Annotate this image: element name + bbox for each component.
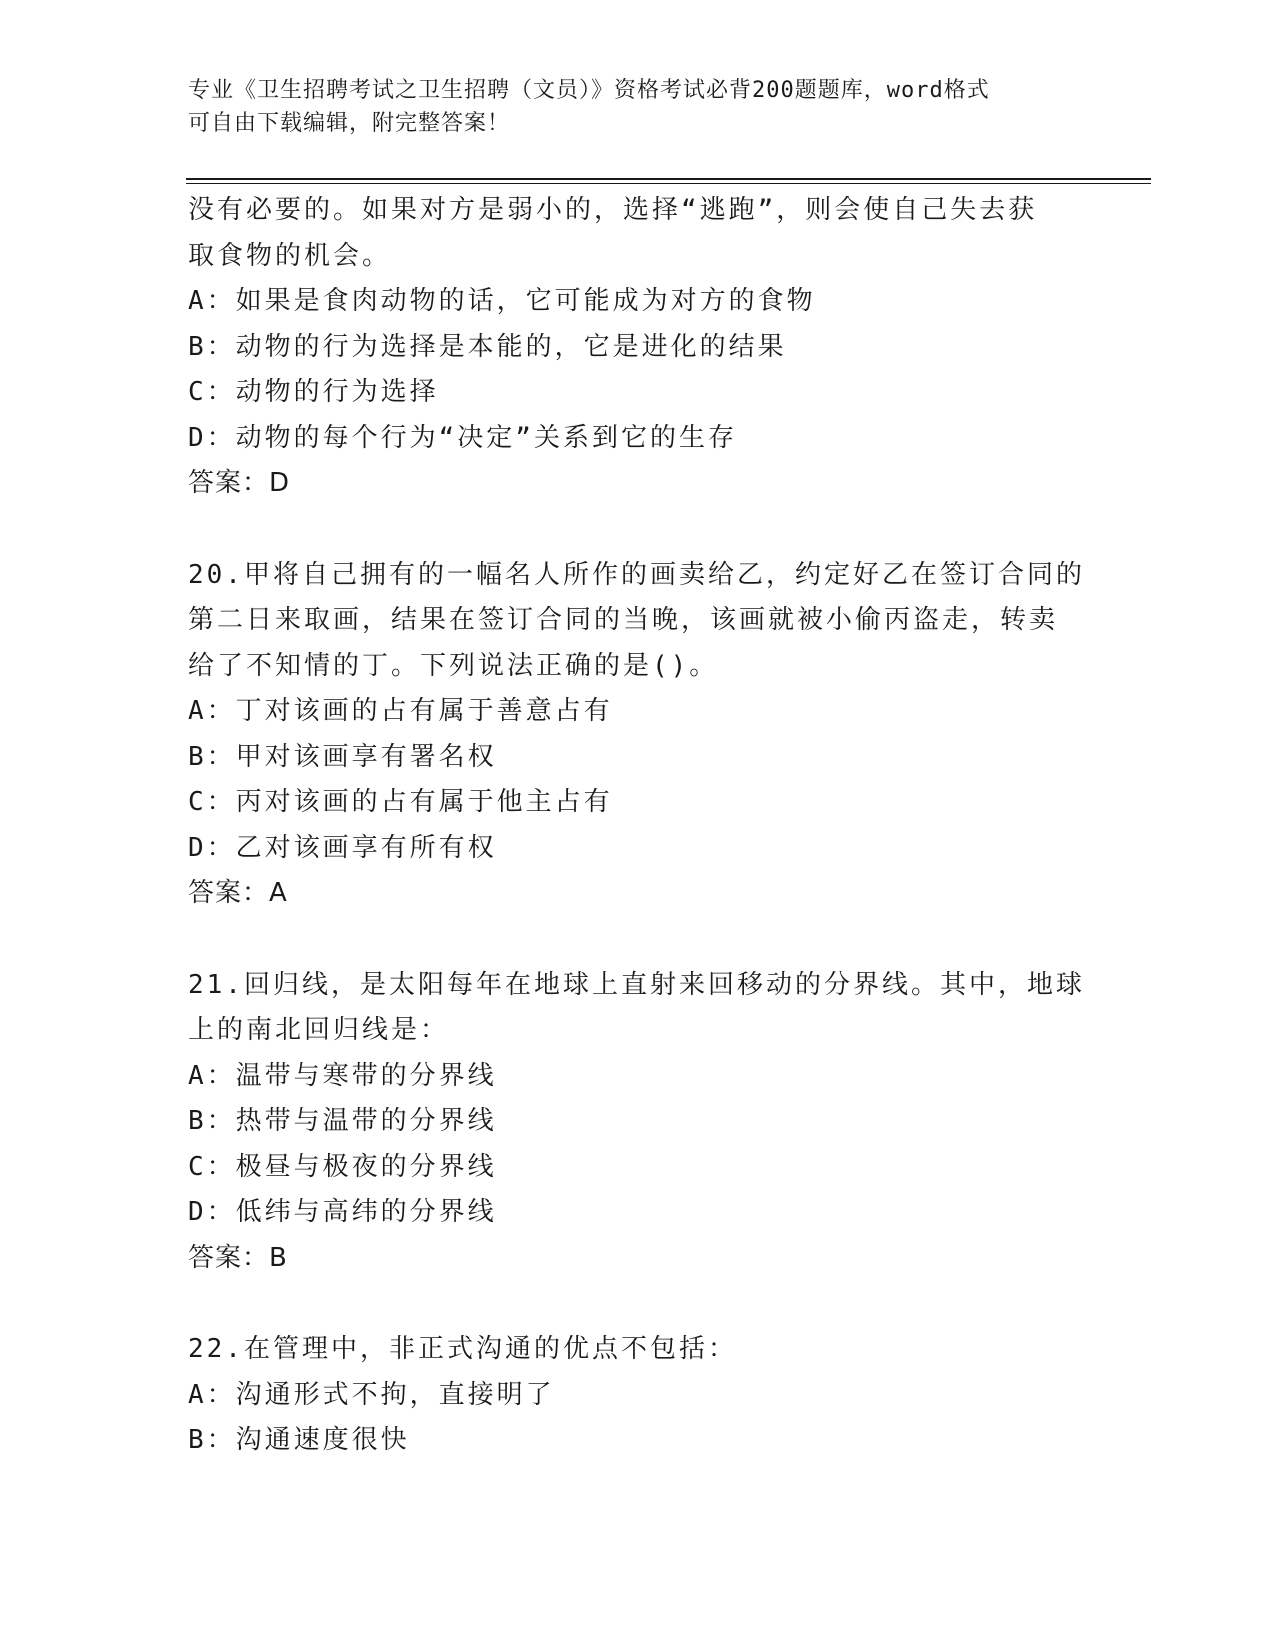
option-d: D：动物的每个行为“决定”关系到它的生存 [188,422,737,453]
question-text: 上的南北回归线是： [188,1015,450,1045]
question-text: 20.甲将自己拥有的一幅名人所作的画卖给乙，约定好乙在签订合同的 [188,559,1085,590]
spacer [188,507,1148,553]
spacer [188,917,1148,963]
option-b: B：甲对该画享有署名权 [188,741,497,772]
spacer [188,1281,1148,1327]
option-b: B：热带与温带的分界线 [188,1106,497,1136]
option-a: A：温带与寒带的分界线 [188,1060,497,1091]
header-divider-thin [186,183,1151,184]
option-b: B：沟通速度很快 [188,1425,410,1455]
question-text: 第二日来取画，结果在签订合同的当晚，该画就被小偷丙盗走，转卖 [188,605,1059,635]
document-header [188,74,1088,140]
answer: 答案：B [188,1242,288,1273]
question-19 [188,188,1148,507]
option-d: D：乙对该画享有所有权 [188,832,497,863]
option-d: D：低纬与高纬的分界线 [188,1197,497,1227]
header-divider-thick [186,178,1151,180]
option-b: B：动物的行为选择是本能的，它是进化的结果 [188,331,787,362]
header-title-line-2: 可自由下载编辑，附完整答案！ [188,111,511,136]
question-text: 22.在管理中，非正式沟通的优点不包括： [188,1334,737,1364]
question-list [188,188,1148,1464]
question-text: 没有必要的。如果对方是弱小的，选择“逃跑”，则会使自己失去获 [188,195,1038,225]
option-c: C：动物的行为选择 [188,377,439,407]
option-a: A：丁对该画的占有属于善意占有 [188,696,613,726]
option-a: A：如果是食肉动物的话，它可能成为对方的食物 [188,286,816,316]
answer: 答案：D [188,468,291,498]
question-21 [188,963,1148,1282]
question-20 [188,553,1148,917]
question-text: 给了不知情的丁。下列说法正确的是()。 [188,650,719,681]
question-text: 取食物的机会。 [188,240,392,271]
answer: 答案：A [188,878,288,908]
option-c: C：丙对该画的占有属于他主占有 [188,787,613,817]
question-22 [188,1327,1148,1464]
option-a: A：沟通形式不拘，直接明了 [188,1379,555,1410]
header-title-line-1: 专业《卫生招聘考试之卫生招聘（文员）》资格考试必背200题题库，word格式 [188,78,990,103]
question-text: 21.回归线，是太阳每年在地球上直射来回移动的分界线。其中，地球 [188,969,1085,1000]
option-c: C：极昼与极夜的分界线 [188,1151,497,1182]
